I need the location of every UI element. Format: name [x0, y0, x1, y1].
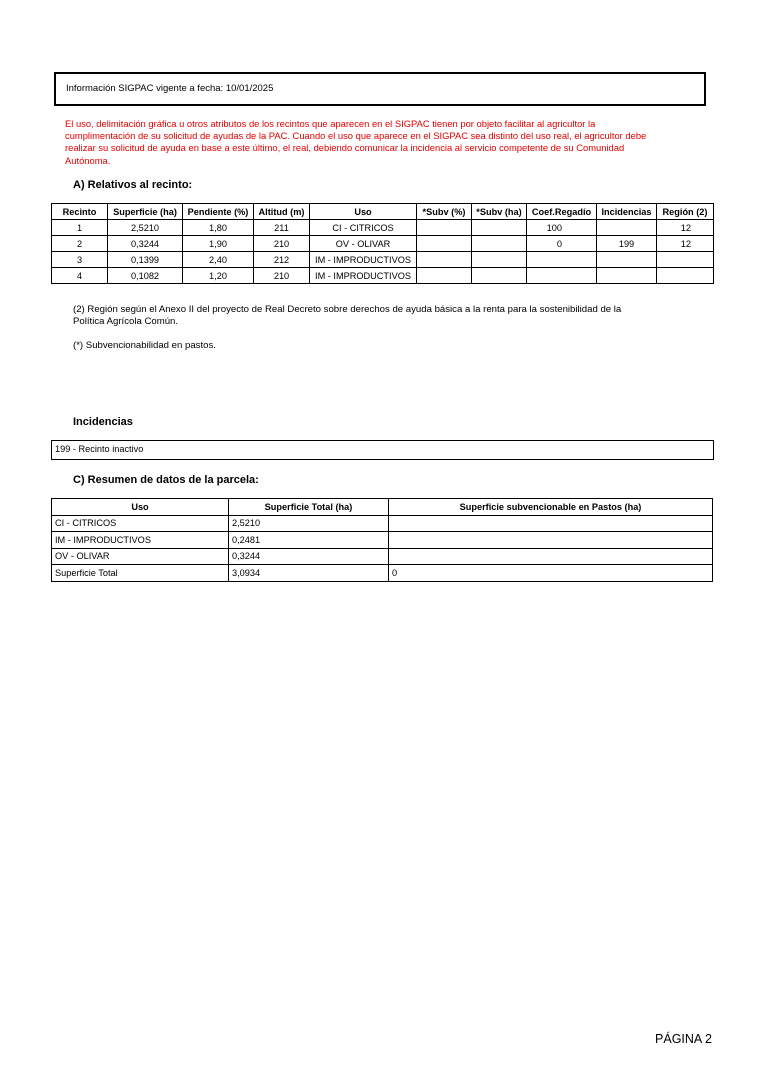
table-cell [417, 268, 472, 284]
column-header: Superficie subvencionable en Pastos (ha) [389, 499, 713, 516]
table-cell: 210 [254, 236, 310, 252]
table-row [52, 220, 714, 236]
table-cell [472, 252, 527, 268]
table-cell [597, 220, 657, 236]
table-cell: 2,5210 [108, 220, 183, 236]
section-a-title: A) Relativos al recinto: [73, 179, 193, 191]
column-header: Superficie Total (ha) [229, 499, 389, 516]
table-cell [417, 220, 472, 236]
table-cell [389, 515, 713, 532]
table-cell: 211 [254, 220, 310, 236]
column-header: Recinto [52, 204, 108, 220]
table-cell: OV - OLIVAR [52, 548, 229, 565]
table-cell: 2,5210 [229, 515, 389, 532]
table-cell [417, 252, 472, 268]
column-header: Coef.Regadío [527, 204, 597, 220]
table-cell: 210 [254, 268, 310, 284]
page-number: PÁGINA 2 [655, 1032, 712, 1046]
table-cell [657, 268, 714, 284]
table-cell: 0,3244 [229, 548, 389, 565]
table-row [52, 236, 714, 252]
section-c-title: C) Resumen de datos de la parcela: [73, 474, 259, 486]
table-cell: 0,1399 [108, 252, 183, 268]
table-cell: 0,3244 [108, 236, 183, 252]
disclaimer-line: El uso, delimitación gráfica u otros atributos de los recintos que aparecen en el SIGPAC tienen por objeto facilitar al agricultor la [65, 118, 596, 129]
resumen-table [51, 498, 713, 582]
table-header-row [52, 204, 714, 220]
table-cell: 100 [527, 220, 597, 236]
table-cell: OV - OLIVAR [310, 236, 417, 252]
table-cell [597, 252, 657, 268]
table-row [52, 565, 713, 582]
table-cell: 1,80 [183, 220, 254, 236]
region-footnote-line: Política Agrícola Común. [73, 316, 179, 327]
table-cell [657, 252, 714, 268]
table-cell: CI - CITRICOS [52, 515, 229, 532]
table-cell [472, 268, 527, 284]
column-header: Altitud (m) [254, 204, 310, 220]
incidencia-item: 199 - Recinto inactivo [55, 444, 144, 454]
table-cell: 0,2481 [229, 532, 389, 549]
table-cell [597, 268, 657, 284]
table-cell [527, 268, 597, 284]
table-cell: 1 [52, 220, 108, 236]
column-header: Incidencias [597, 204, 657, 220]
table-row [52, 532, 713, 549]
column-header: Uso [310, 204, 417, 220]
table-row [52, 548, 713, 565]
disclaimer-line: Autónoma. [65, 154, 111, 166]
sigpac-date-box [54, 72, 706, 106]
table-cell [472, 236, 527, 252]
table-cell: IM - IMPRODUCTIVOS [310, 252, 417, 268]
column-header: Región (2) [657, 204, 714, 220]
table-cell [389, 548, 713, 565]
table-cell: 0 [389, 565, 713, 582]
table-cell: 212 [254, 252, 310, 268]
column-header: Superficie (ha) [108, 204, 183, 220]
table-cell [417, 236, 472, 252]
table-cell: 1,90 [183, 236, 254, 252]
table-cell [472, 220, 527, 236]
column-header: Pendiente (%) [183, 204, 254, 220]
disclaimer-text [65, 118, 715, 167]
table-cell: CI - CITRICOS [310, 220, 417, 236]
incidencias-title: Incidencias [73, 416, 133, 428]
table-cell: 2 [52, 236, 108, 252]
table-cell: 0 [527, 236, 597, 252]
table-cell [527, 252, 597, 268]
table-cell: 3,0934 [229, 565, 389, 582]
disclaimer-line: cumplimentación de su solicitud de ayudas de la PAC. Cuando el uso que aparece en el SIGPAC sea distinto del uso real, el agricultor debe [65, 130, 647, 142]
table-cell [389, 532, 713, 549]
table-row [52, 268, 714, 284]
table-header-row [52, 499, 713, 516]
region-footnote-line: (2) Región según el Anexo II del proyecto de Real Decreto sobre derechos de ayuda básica a la renta para la sostenibilidad de la [73, 304, 622, 315]
column-header: Uso [52, 499, 229, 516]
disclaimer-line: realizar su solicitud de ayuda en base a este último, el real, debiendo comunicar la incidencia al servicio competente de su Comunidad [65, 142, 625, 154]
column-header: *Subv (%) [417, 204, 472, 220]
table-row [52, 515, 713, 532]
column-header: *Subv (ha) [472, 204, 527, 220]
table-row [52, 252, 714, 268]
subv-footnote: (*) Subvencionabilidad en pastos. [73, 340, 216, 351]
table-cell: 1,20 [183, 268, 254, 284]
sigpac-date-value: 10/01/2025 [225, 83, 274, 94]
incidencias-box [51, 440, 714, 460]
region-footnote [73, 304, 621, 328]
table-cell: 199 [597, 236, 657, 252]
table-cell: Superficie Total [52, 565, 229, 582]
table-cell: 4 [52, 268, 108, 284]
table-cell: IM - IMPRODUCTIVOS [52, 532, 229, 549]
sigpac-date-label: Información SIGPAC vigente a fecha: [66, 83, 224, 94]
recintos-table [51, 203, 714, 284]
table-cell: 2,40 [183, 252, 254, 268]
table-cell: 12 [657, 236, 714, 252]
table-cell: 0,1082 [108, 268, 183, 284]
table-cell: 3 [52, 252, 108, 268]
table-cell: IM - IMPRODUCTIVOS [310, 268, 417, 284]
table-cell: 12 [657, 220, 714, 236]
